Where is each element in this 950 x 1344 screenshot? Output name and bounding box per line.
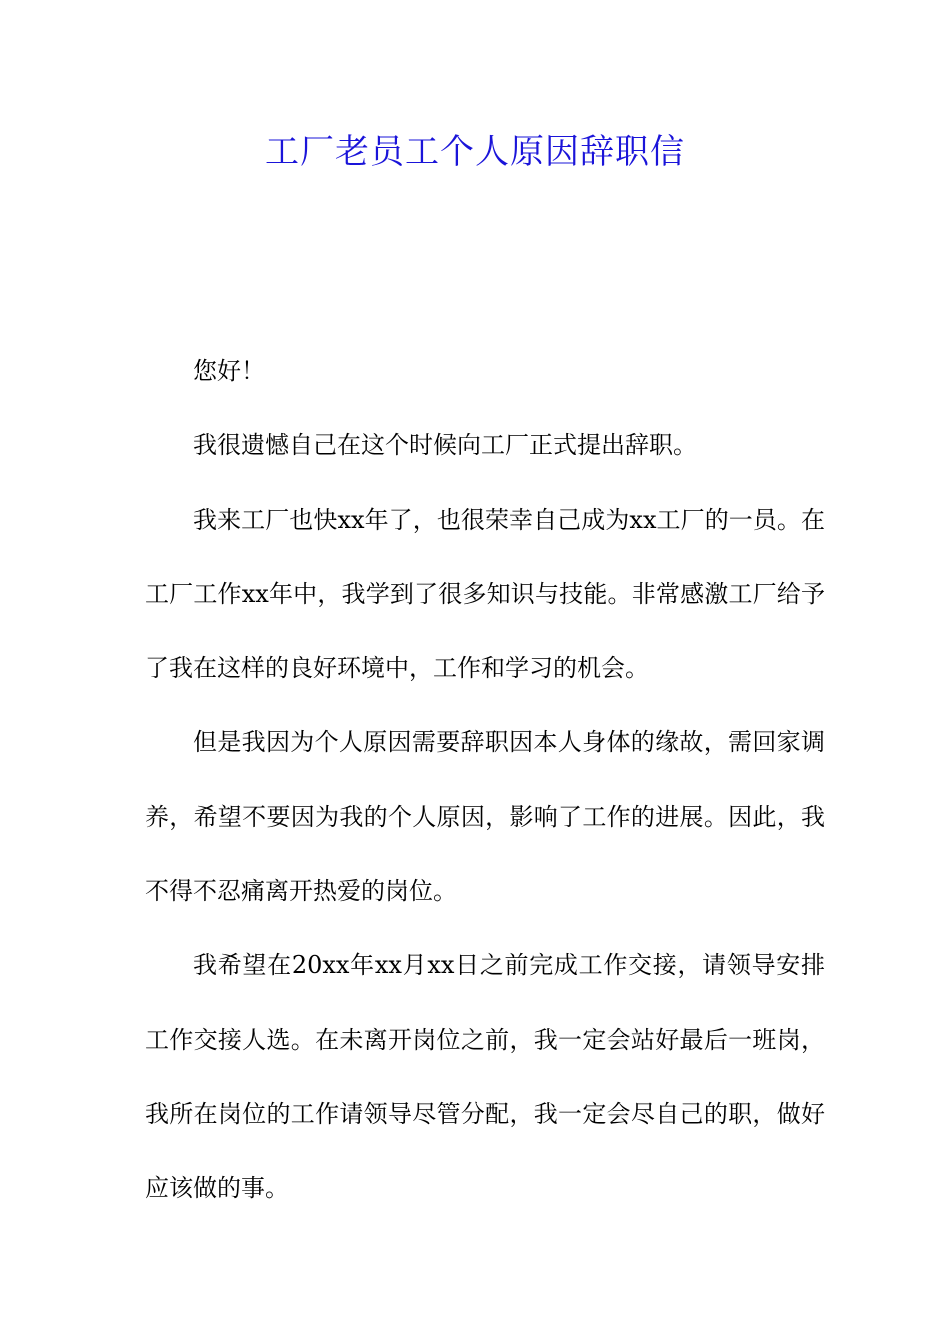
paragraph: 我来工厂也快xx年了，也很荣幸自己成为xx工厂的一员。在工厂工作xx年中，我学到了很多知识与技能。非常感激工厂给予了我在这样的良好环境中，工作和学习的机会。: [145, 505, 825, 683]
paragraph: 我希望在20xx年xx月xx日之前完成工作交接，请领导安排工作交接人选。在未离开岗位之前，我一定会站好最后一班岗，我所在岗位的工作请领导尽管分配，我一定会尽自己的职，做好应该做的事。: [145, 951, 825, 1203]
document-title: 工厂老员工个人原因辞职信: [265, 132, 685, 172]
paragraph: 但是我因为个人原因需要辞职因本人身体的缘故，需回家调养，希望不要因为我的个人原因，影响了工作的进展。因此，我不得不忍痛离开热爱的岗位。: [145, 728, 825, 906]
greeting: 您好！: [193, 357, 265, 385]
letter-body: [145, 334, 825, 1226]
paragraph: 我很遗憾自己在这个时候向工厂正式提出辞职。: [193, 431, 697, 460]
